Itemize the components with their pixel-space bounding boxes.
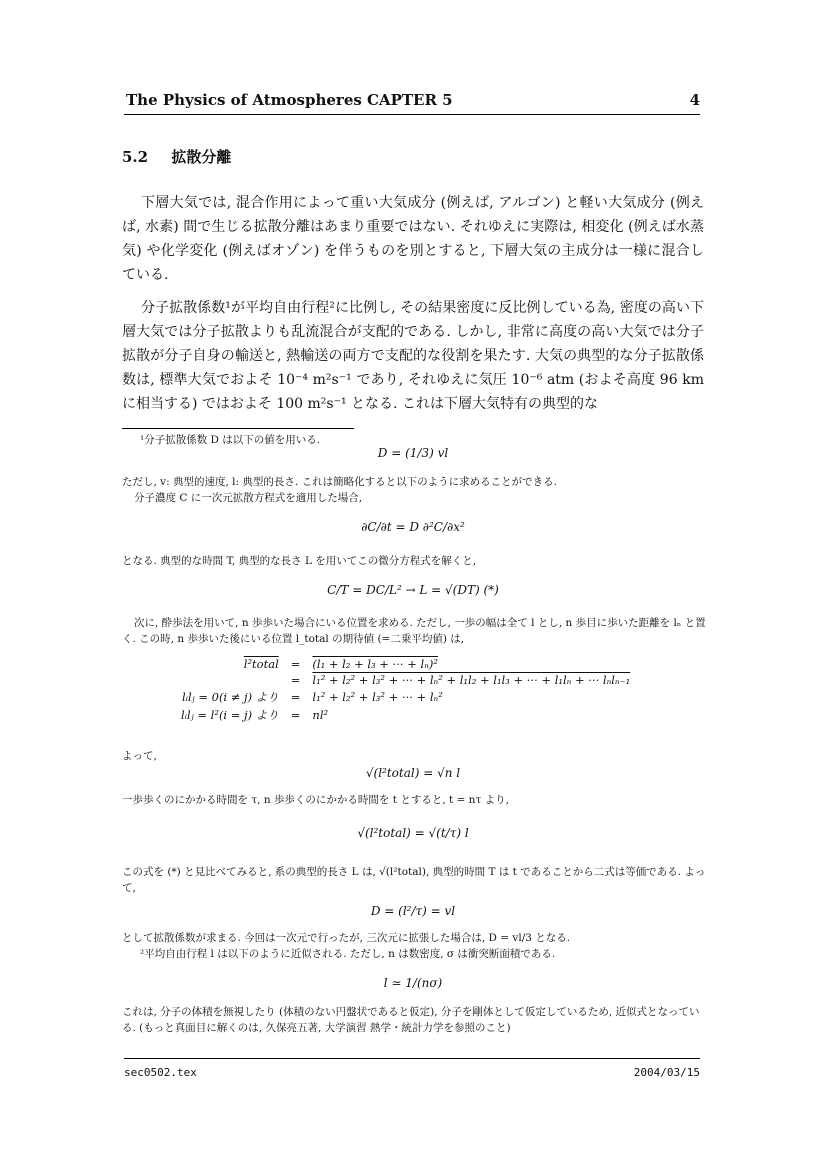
eq-rhs: l₁² + l₂² + l₃² + ··· + lₙ² [312, 690, 443, 704]
random-walk-equations [175, 656, 636, 724]
eq-lhs [175, 672, 285, 688]
eq-lhs: lᵢlⱼ = 0(i ≠ j) より [181, 690, 279, 704]
eq-rhs: l₁² + l₂² + l₃² + ··· + lₙ² + l₁l₂ + l₁l₃ + ··· + l₁lₙ + ··· lₙlₙ₋₁ [312, 673, 631, 687]
section-number: 5.2 [122, 148, 149, 166]
footnote-1-line6: よって, [122, 750, 157, 762]
footnote-2-intro: ²平均自由行程 l は以下のように近似される. ただし, n は数密度, σ は衝突断面積である. [140, 948, 556, 960]
footnote-1-line5: 次に, 酔歩法を用いて, n 歩歩いた場合にいる位置を求める. ただし, 一歩の幅は全て l とし, n 歩目に歩いた距離を lₙ と置く. この時, n 歩歩いた後にいる位置 l_total の期待値 (=二乗平均値) は, [122, 617, 706, 645]
running-title: The Physics of Atmospheres CAPTER 5 [126, 91, 453, 109]
equation-sqrt-nl: √(l²total) = √n l [365, 766, 461, 780]
page-number: 4 [689, 91, 700, 109]
eq-lhs: l²total [243, 657, 279, 671]
equation-d-l2-tau: D = (l²/τ) = vl [370, 904, 456, 918]
equation-sqrt-t-tau: √(l²total) = √(t/τ) l [357, 826, 469, 840]
footer-filename: sec0502.tex [124, 1066, 197, 1079]
footnote-1-line4: となる. 典型的な時間 T, 典型的な長さ L を用いてこの微分方程式を解くと, [122, 555, 477, 567]
eq-row [175, 706, 636, 724]
eq-rhs: (l₁ + l₂ + l₃ + ··· + lₙ)² [312, 657, 438, 671]
footer-date: 2004/03/15 [633, 1066, 700, 1079]
footnote-1-line2: ただし, v: 典型的速度, l: 典型的長さ. これは簡略化すると以下のように求めることができる. [122, 476, 557, 488]
footnote-1-line9: として拡散係数が求まる. 今回は一次元で行ったが, 三次元に拡張した場合は, D = vl/3 となる. [122, 932, 571, 944]
eq-op: = [290, 690, 301, 704]
eq-row [175, 688, 636, 706]
eq-row [175, 672, 636, 688]
footnote-1-line8: この式を (*) と見比べてみると, 系の典型的長さ L は, √(l²total), 典型的時間 T は t であることから二式は等価である. よって, [122, 866, 706, 894]
eq-row [175, 656, 636, 672]
eq-op: = [290, 708, 301, 722]
eq-op: = [290, 673, 301, 687]
equation-mean-free-path: l ≃ 1/(nσ) [383, 976, 443, 990]
section-heading [122, 146, 231, 167]
eq-op: = [290, 657, 301, 671]
equation-d-vl: D = (1/3) vl [377, 446, 449, 460]
equation-diffusion: ∂C/∂t = D ∂²C/∂x² [361, 520, 465, 534]
footnote-1-line7: 一歩歩くのにかかる時間を τ, n 歩歩くのにかかる時間を t とすると, t = nτ より, [122, 794, 509, 806]
paragraph-1: 下層大気では, 混合作用によって重い大気成分 (例えば, アルゴン) と軽い大気成分 (例えば, 水素) 間で生じる拡散分離はあまり重要ではない. それゆえに実際は, 相変化 (例えば水蒸気) や化学変化 (例えばオゾン) を伴うものを別とすると, 下層大気の主成分は一様に混合している. [122, 195, 704, 283]
footnote-rule [122, 428, 354, 429]
footer-rule [124, 1058, 700, 1059]
eq-lhs: lᵢlⱼ = l²(i = j) より [181, 708, 279, 722]
paragraph-2: 分子拡散係数¹が平均自由行程²に比例し, その結果密度に反比例している為, 密度の高い下層大気では分子拡散よりも乱流混合が支配的である. しかし, 非常に高度の高い大気では分子拡散が分子自身の輸送と, 熱輸送の両方で支配的な役割を果たす. 大気の典型的な分子拡散係数は, 標準大気でおよそ 10⁻⁴ m²s⁻¹ であり, それゆえに気圧 10⁻⁶ atm (およそ高度 96 km に相当する) ではおよそ 100 m²s⁻¹ となる. これは下層大気特有の典型的な [122, 300, 704, 412]
footnote-1-intro: ¹分子拡散係数 D は以下の値を用いる. [140, 434, 321, 446]
footnote-1-line3: 分子濃度 C に一次元拡散方程式を適用した場合, [134, 492, 363, 504]
footnote-2-line2: これは, 分子の体積を無視したり (体積のない円盤状であると仮定), 分子を剛体として仮定しているため, 近似式となっている. (もっと真面目に解くのは, 久保亮五著, 大学演習 熱学・統計力学を参照のこと) [122, 1006, 700, 1034]
section-title: 拡散分離 [171, 148, 232, 166]
header-rule [124, 114, 700, 115]
eq-rhs: nl² [312, 708, 329, 722]
equation-l-dt: C/T = DC/L² → L = √(DT) (*) [327, 583, 499, 597]
